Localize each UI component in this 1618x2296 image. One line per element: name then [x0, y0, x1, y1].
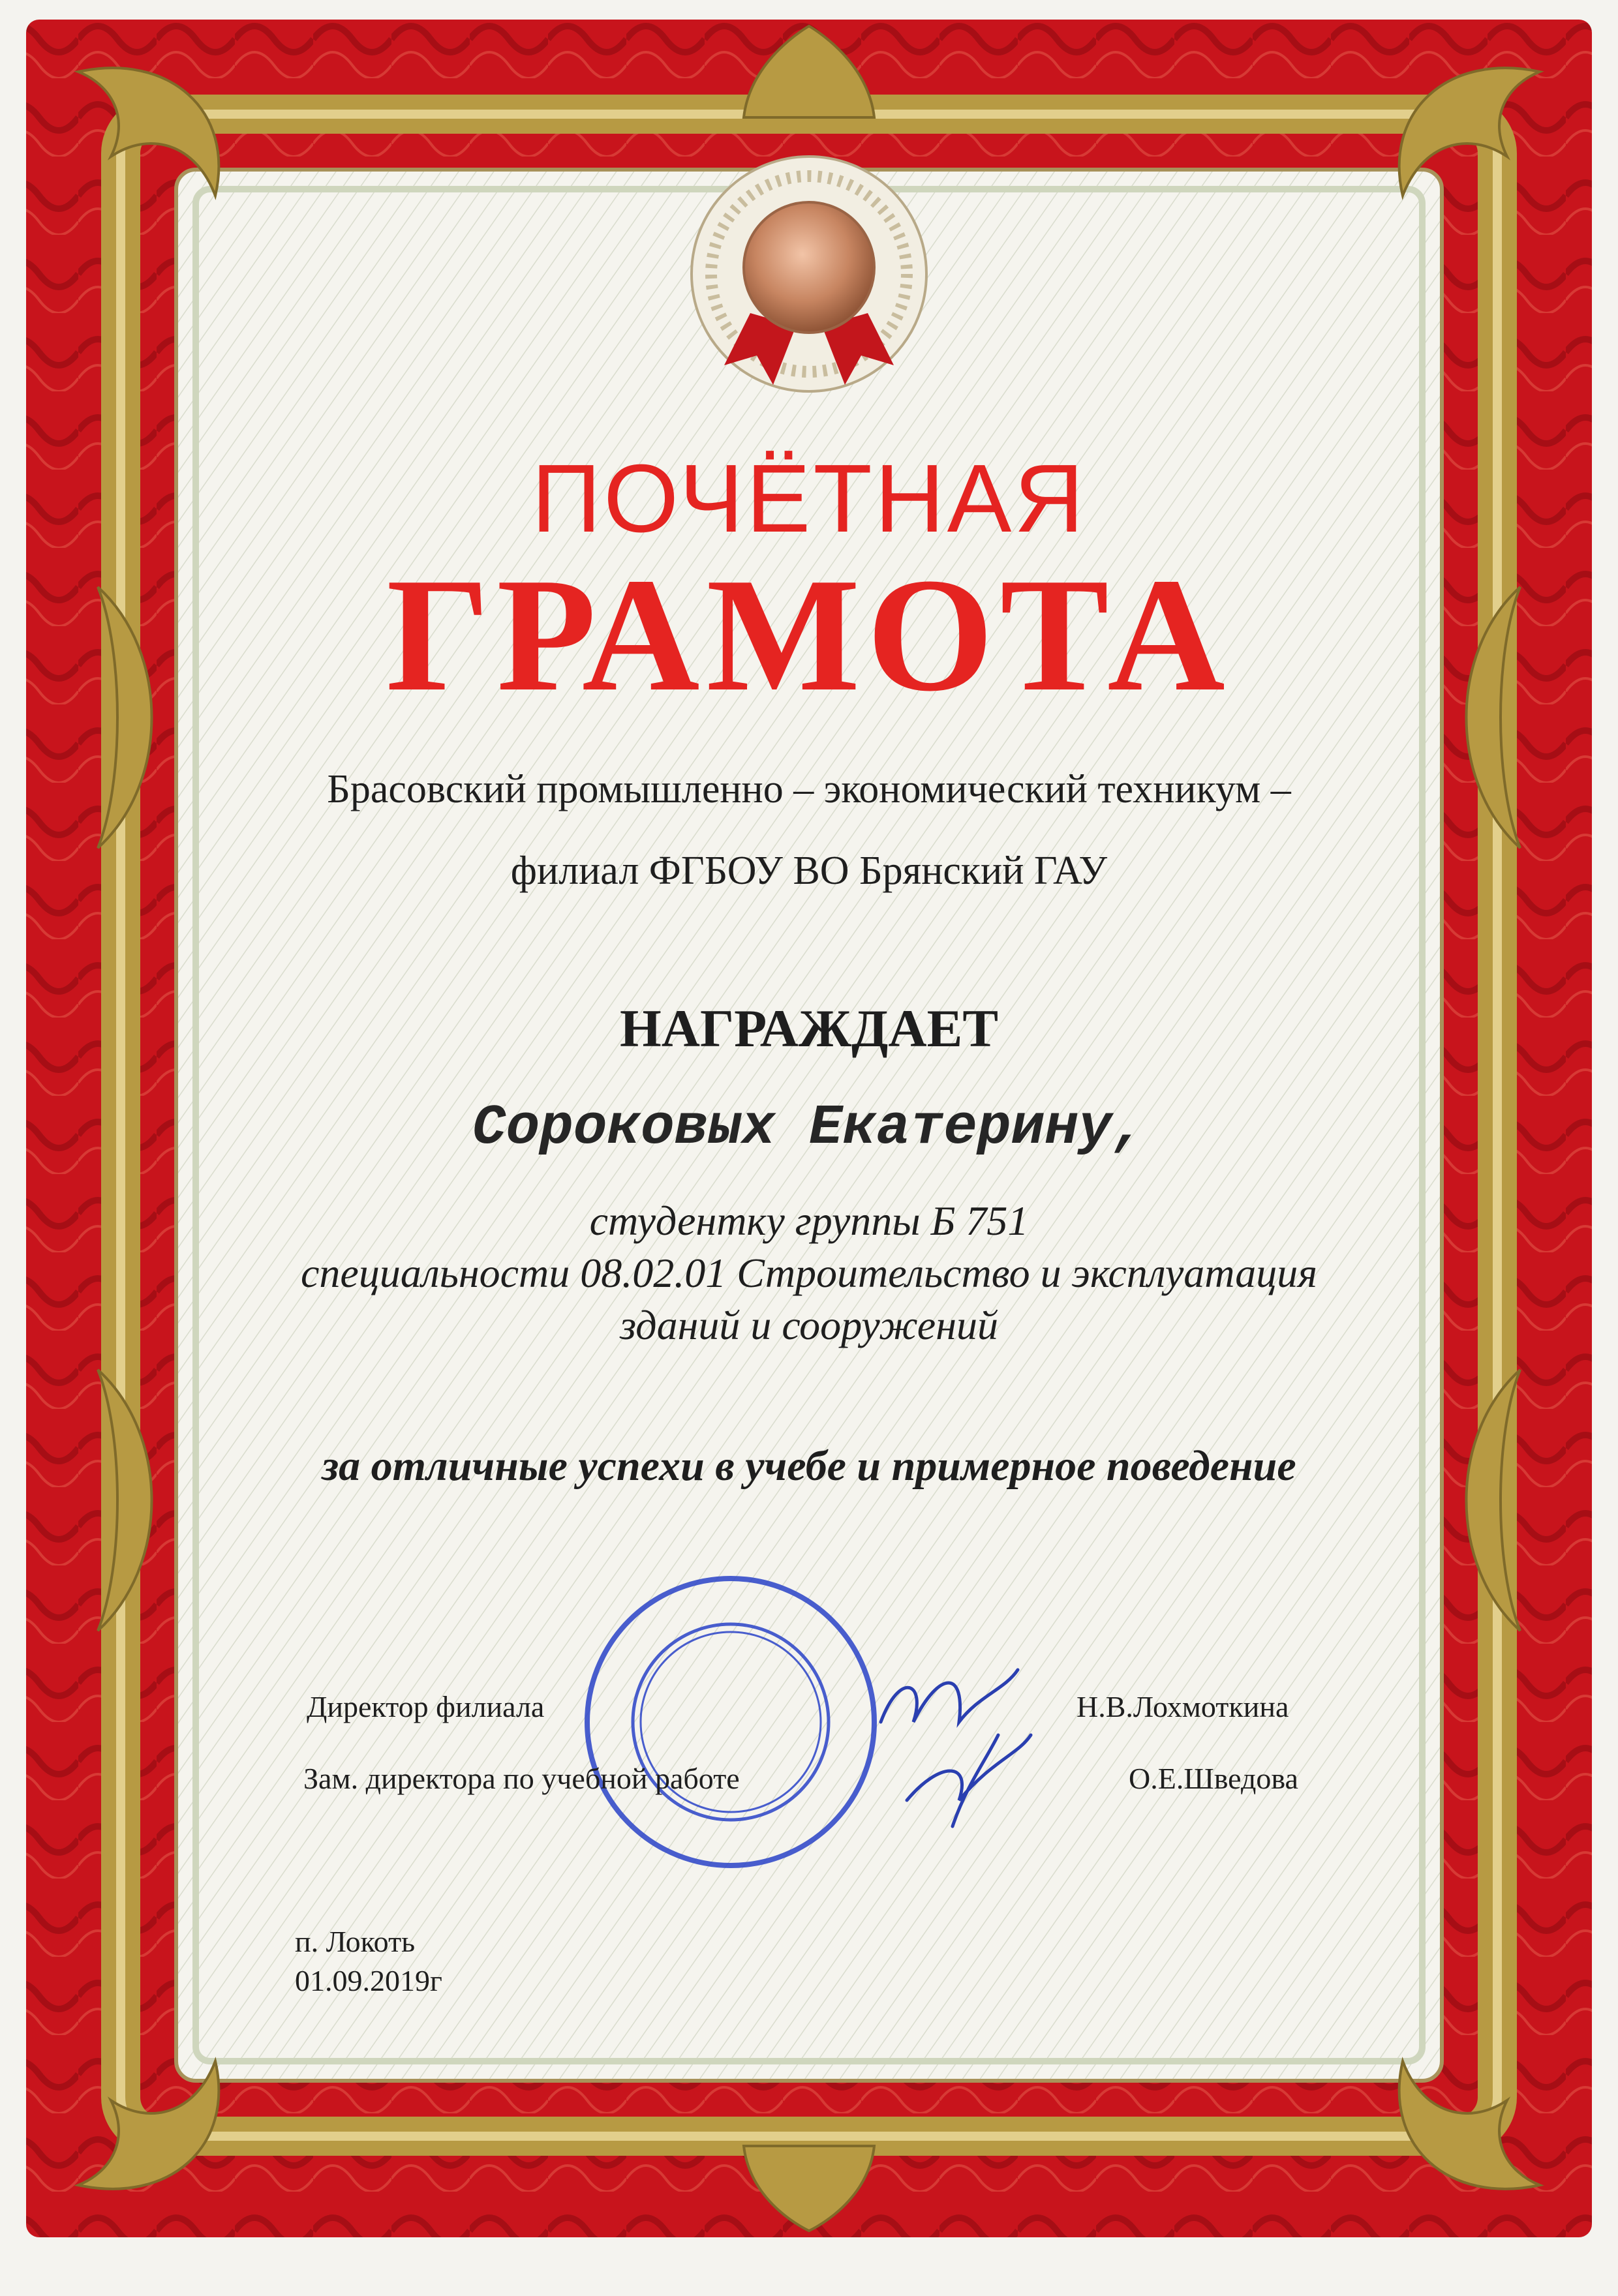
director-title: Директор филиала [307, 1690, 545, 1723]
location-date: 01.09.2019г [295, 1964, 442, 1997]
organization-line1: Брасовский промышленно – экономический техникум – [327, 767, 1291, 811]
description-line1: студентку группы Б 751 [589, 1198, 1029, 1244]
description-line2: специальности 08.02.01 Строительство и эксплуатация [301, 1250, 1317, 1296]
director-name: Н.В.Лохмоткина [1076, 1690, 1289, 1723]
recipient-name: Сороковых Екатерину, [472, 1096, 1146, 1160]
medal-emblem [692, 157, 926, 391]
title-line1: ПОЧЁТНАЯ [531, 445, 1087, 552]
organization-line2: филиал ФГБОУ ВО Брянский ГАУ [510, 849, 1108, 893]
award-reason: за отличные успехи в учебе и примерное поведение [322, 1442, 1296, 1490]
title-line2: ГРАМОТА [386, 545, 1232, 725]
awards-heading: НАГРАЖДАЕТ [619, 999, 999, 1058]
description-line3: зданий и сооружений [620, 1302, 998, 1348]
deputy-title: Зам. директора по учебной работе [303, 1762, 740, 1795]
deputy-name: О.Е.Шведова [1129, 1762, 1298, 1795]
location-place: п. Локоть [295, 1925, 416, 1958]
